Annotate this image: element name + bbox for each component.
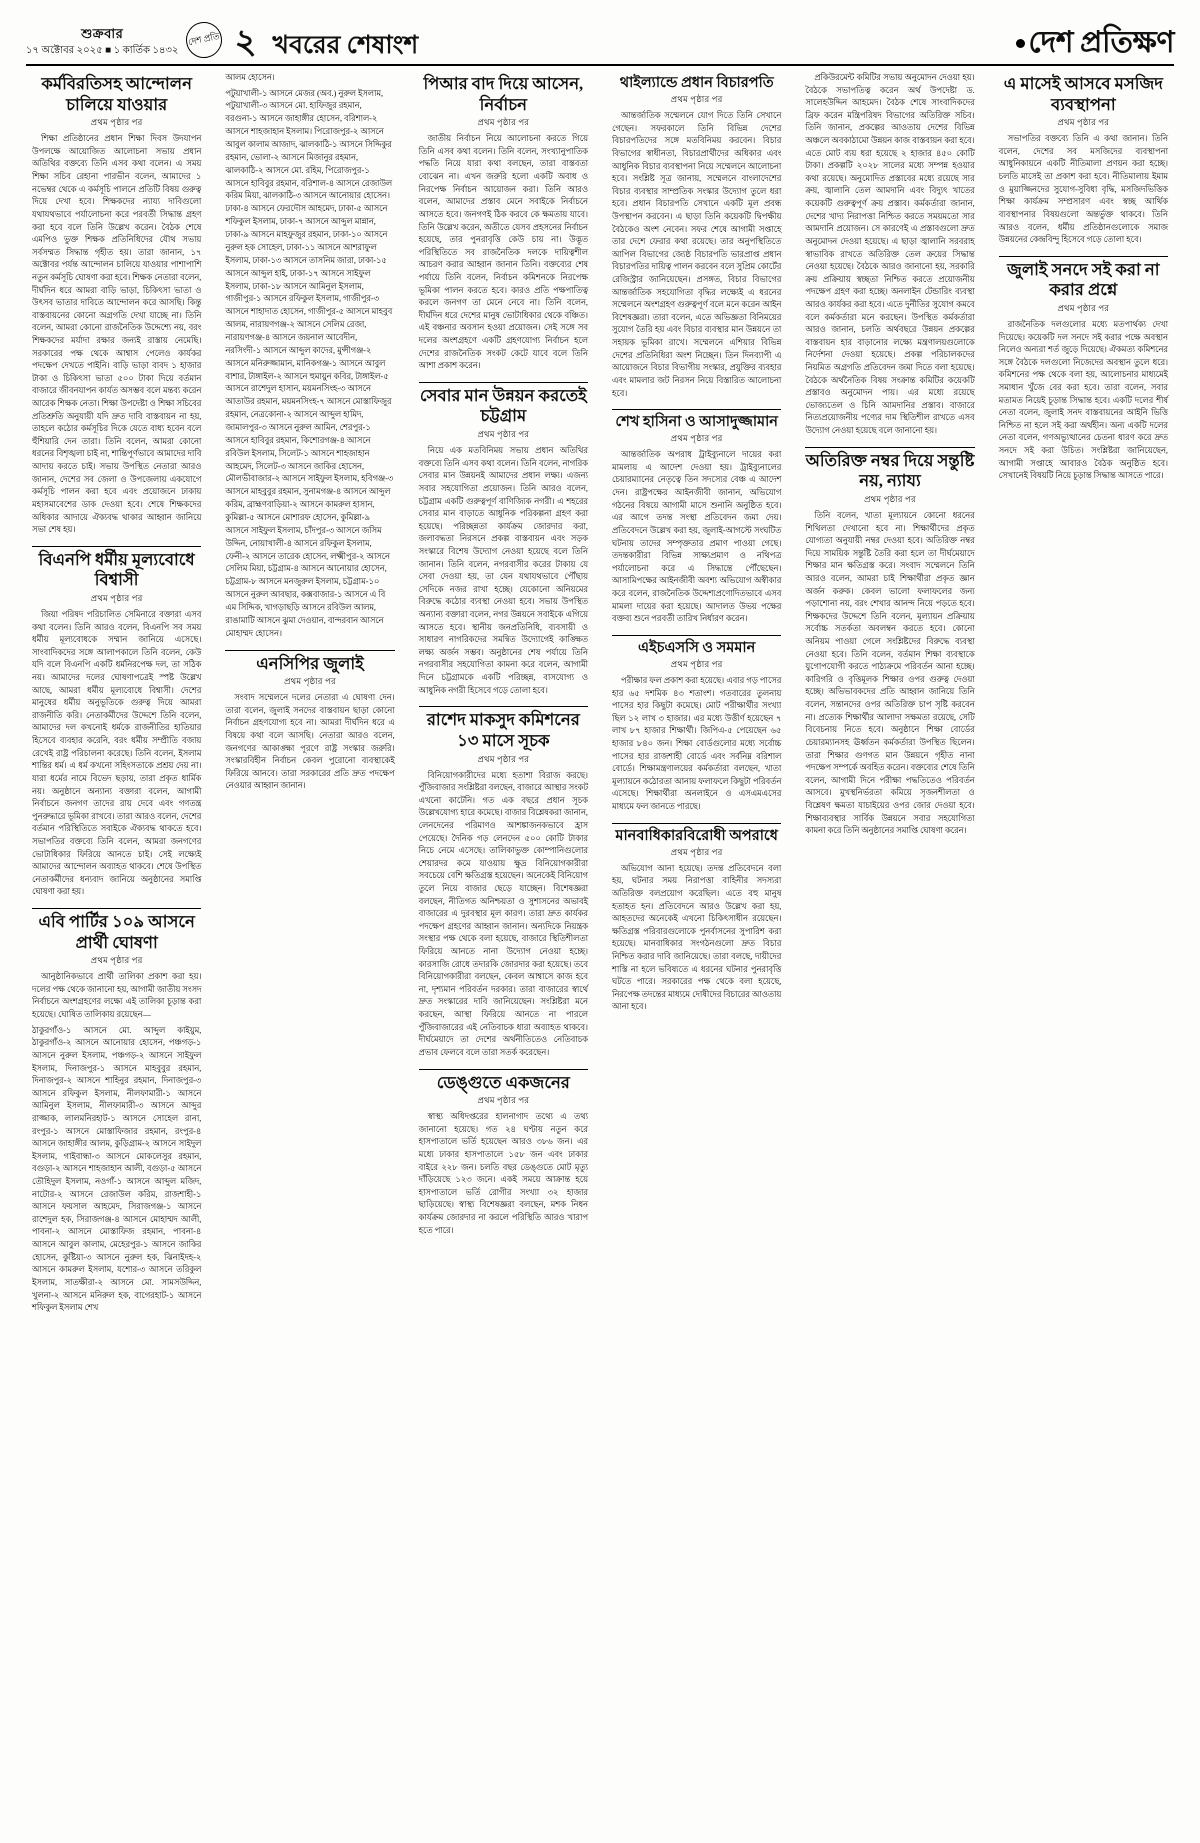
- column-5: [799, 72, 980, 1812]
- headline: এবি পার্টির ১০৯ আসনে প্রার্থী ঘোষণা: [38, 912, 195, 952]
- article-hsc-result: [612, 635, 781, 814]
- article-body: [999, 133, 1168, 246]
- headline: এ মাসেই আসবে মসজিদ ব্যবস্থাপনা: [1003, 74, 1163, 114]
- newspaper-logo: [1016, 28, 1174, 60]
- article-body: [805, 72, 974, 438]
- article-hasina-asaduzzaman: [612, 409, 781, 626]
- headline: সেবার মান উন্নয়ন করতেই চট্টগ্রাম: [419, 385, 587, 426]
- article-human-rights-crime: [612, 823, 781, 1014]
- column-1: [26, 72, 207, 1812]
- masthead-seal-text: দেশ প্রতি: [187, 31, 221, 48]
- masthead-date: ১৭ অক্টোবর ২০২৫ ■ ১ কার্তিক ১৪৩২: [26, 45, 179, 56]
- byline: প্রথম পৃষ্ঠার পর: [864, 493, 916, 504]
- headline: এনসিপির জুলাই: [256, 653, 364, 673]
- article-bnp-religion: [32, 546, 201, 899]
- article-pr-election: [419, 74, 588, 373]
- byline: প্রথম পৃষ্ঠার পর: [670, 658, 723, 669]
- article-body: [419, 1111, 588, 1237]
- headline: বিএনপি ধর্মীয় মূল্যবোধে বিশ্বাসী: [38, 549, 195, 590]
- column-3: [413, 72, 594, 1812]
- paragraph: পরীক্ষার ফল প্রকাশ করা হয়েছে। এবার গড় পাসের হার ৬৫ দশমিক ৪৩ শতাংশ। গতবারের তুলনায় পাসের হার কিছুটা কমেছে। মোট পরীক্ষার্থীর সংখ্যা ছিল ১২ লাখ ৩ হাজার। এর মধ্যে উত্তীর্ণ হয়েছেন ৭ লাখ ৮৭ হাজার শিক্ষার্থী। জিপিএ-৫ পেয়েছেন ৬৫ হাজার ৮৪০ জন। শিক্ষা বোর্ডগুলোর মধ্যে সর্বোচ্চ পাসের হার রাজশাহী বোর্ডে এবং সর্বনিম্ন বরিশাল বোর্ডে। শিক্ষামন্ত্রণালয়ের কর্মকর্তারা বলছেন, খাতা মূল্যায়নে কঠোরতা আনায় ফলাফলে কিছুটা পরিবর্তন এসেছে। শিক্ষার্থীরা অনলাইনে ও এসএমএসের মাধ্যমে ফল জানতে পারছে।: [611, 675, 782, 812]
- divider: [419, 706, 588, 707]
- byline: প্রথম পৃষ্ঠার পর: [90, 117, 143, 128]
- paragraph: প্রকিউরমেন্ট কমিটির সভায় অনুমোদন দেওয়া হয়। বৈঠকে সভাপতিত্ব করেন অর্থ উপদেষ্টা ড. সালেহউদ্দিন আহমেদ। বৈঠক শেষে সাংবাদিকদের ব্রিফ করেন মন্ত্রিপরিষদ বিভাগের অতিরিক্ত সচিব। তিনি জানান, প্রকল্পের আওতায় দেশের বিভিন্ন অঞ্চলে অবকাঠামো উন্নয়ন কাজ বাস্তবায়ন করা হবে। এতে মোট ব্যয় ধরা হয়েছে ২ হাজার ৪৫০ কোটি টাকা। প্রকল্পটি ২০২৮ সালের মধ্যে সম্পন্ন হওয়ার কথা রয়েছে। অনুমোদিত প্রস্তাবের মধ্যে রয়েছে সার ক্রয়, জ্বালানি তেল আমদানি এবং বিদ্যুৎ খাতের কয়েকটি গুরুত্বপূর্ণ ক্রয় প্রস্তাব। কর্মকর্তারা জানান, দেশের খাদ্য নিরাপত্তা নিশ্চিত করতে সময়মতো সার আমদানি প্রয়োজন। সে কারণেই এ প্রস্তাবগুলো দ্রুত অনুমোদন দেওয়া হয়েছে। এ ছাড়া জ্বালানি সরবরাহ স্বাভাবিক রাখতে অতিরিক্ত তেল ক্রয়ের সিদ্ধান্ত নেওয়া হয়েছে। বৈঠকে আরও জানানো হয়, সরকারি ক্রয় প্রক্রিয়ায় স্বচ্ছতা নিশ্চিত করতে প্রয়োজনীয় পদক্ষেপ গ্রহণ করা হচ্ছে। অনলাইন টেন্ডারিং ব্যবস্থা আরও কার্যকর করা হবে। এতে দুর্নীতির সুযোগ কমবে বলে কর্মকর্তারা মনে করছেন। উপস্থিত কর্মকর্তারা আরও জানান, চলতি অর্থবছরে উন্নয়ন প্রকল্পের বাস্তবায়ন হার বাড়ানোর লক্ষ্যে মন্ত্রণালয়গুলোকে নির্দেশনা দেওয়া হয়েছে। প্রকল্প পরিচালকদের নিয়মিত অগ্রগতি প্রতিবেদন জমা দিতে বলা হয়েছে। বৈঠকে অর্থনৈতিক বিষয় সংক্রান্ত কমিটির কয়েকটি প্রস্তাবও অনুমোদন পায়। এর মধ্যে রয়েছে ভোজ্যতেল ও চিনি আমদানির প্রস্তাব। বাজারে নিত্যপ্রয়োজনীয় পণ্যের দাম স্থিতিশীল রাখতে এসব উদ্যোগ নেওয়া হয়েছে বলে জানানো হয়।: [805, 73, 975, 436]
- byline: প্রথম পৃষ্ঠার পর: [670, 433, 723, 444]
- article-body: [612, 863, 781, 1014]
- headline: অতিরিক্ত নম্বর দিয়ে সন্তুষ্টি নয়, ন্যায্য: [805, 450, 975, 491]
- article-rashed-maksud: [419, 706, 588, 1059]
- headline: ডেঙ্গুতে একজনের: [436, 1072, 570, 1092]
- masthead-left: [26, 22, 418, 60]
- article-dengue: [419, 1069, 588, 1238]
- headline: জুলাই সনদে সই করা না করার প্রশ্নে: [1007, 259, 1160, 300]
- article-body: [225, 72, 394, 85]
- column-4: [606, 72, 787, 1812]
- divider: [612, 409, 781, 410]
- article-ab-party-candidates: [32, 908, 201, 1315]
- byline: প্রথম পৃষ্ঠার পর: [477, 429, 530, 440]
- article-body: [419, 770, 588, 1060]
- candidate-list-continued: [225, 88, 394, 641]
- headline: রাশেদ মাকসুদ কমিশনের ১৩ মাসে সূচক: [426, 710, 580, 750]
- column-6: [993, 72, 1174, 1812]
- article-body: [225, 692, 394, 793]
- paragraph: অভিযোগ আনা হয়েছে। তদন্ত প্রতিবেদনে বলা হয়, ঘটনার সময় নিরাপত্তা বাহিনীর সদস্যরা অতিরিক্ত বলপ্রয়োগ করেছিল। এতে বহু মানুষ হতাহত হন। প্রতিবেদনে আরও উল্লেখ করা হয়, আহতদের অনেকেই এখনো চিকিৎসাধীন রয়েছেন। ক্ষতিগ্রস্ত পরিবারগুলোকে পুনর্বাসনের সুপারিশ করা হয়েছে। মানবাধিকার সংগঠনগুলো দ্রুত বিচার নিশ্চিত করার দাবি জানিয়েছে। তারা বলছে, দায়ীদের শাস্তি না হলে ভবিষ্যতে এ ধরনের ঘটনার পুনরাবৃত্তি ঘটতে পারে। সরকারের পক্ষ থেকে বলা হয়েছে, নিরপেক্ষ তদন্তের মাধ্যমে দোষীদের বিচারের আওতায় আনা হবে।: [611, 863, 782, 1012]
- paragraph: জিয়া পরিষদ পরিচালিত সেমিনারে বক্তারা এসব কথা বলেন। তিনি আরও বলেন, বিএনপি সব সময় ধর্মীয় মূল্যবোধকে সম্মান জানিয়ে এসেছে। সাংবাদিকদের সঙ্গে আলাপকালে তিনি বলেন, কেউ যদি বলে বিএনপি একটি ধর্মনিরপেক্ষ দল, তা সঠিক নয়। আমাদের দলের ঘোষণাপত্রেই স্পষ্ট উল্লেখ আছে, আমরা ধর্মীয় মূল্যবোধে বিশ্বাসী। দেশের মানুষের ধর্মীয় অনুভূতিকে গুরুত্ব দিয়ে আমরা রাজনীতি করি। নেতাকর্মীদের উদ্দেশে তিনি বলেন, আমাদের দল কখনোই ধর্মকে রাজনীতির হাতিয়ার হিসেবে ব্যবহার করেনি, বরং ধর্মীয় সম্প্রীতি বজায় রেখেই রাষ্ট্র পরিচালনা করেছে। তিনি বলেন, ইসলাম শান্তির ধর্ম। এ ধর্ম কখনো সহিংসতাকে প্রশ্রয় দেয় না। যারা ধর্মের নামে বিভেদ ছড়ায়, তারা প্রকৃত ধার্মিক নয়। অনুষ্ঠানে অন্যান্য বক্তারা বলেন, আগামী নির্বাচনে জনগণ তাদের রায় দেবে এবং গণতন্ত্র পুনরুদ্ধারে ভূমিকা রাখবে। তারা আরও বলেন, দেশের বর্তমান পরিস্থিতিতে সবাইকে ঐক্যবদ্ধ থাকতে হবে। সভাপতির বক্তব্যে তিনি বলেন, আমরা জনগণের ভোটাধিকার ফিরিয়ে আনতে চাই। সেই লক্ষ্যেই আমাদের আন্দোলন অব্যাহত থাকবে। শেষে উপস্থিত নেতাকর্মীদের ধন্যবাদ জানিয়ে অনুষ্ঠানের সমাপ্তি ঘোষণা করা হয়।: [32, 610, 202, 897]
- masthead-seal-icon: [183, 19, 226, 62]
- masthead: [26, 22, 1174, 66]
- paragraph: আলম হোসেন।: [225, 73, 275, 82]
- article-mosque-management: [999, 74, 1168, 247]
- divider: [419, 1069, 588, 1070]
- page-number: ২: [234, 24, 257, 61]
- divider: [32, 908, 201, 909]
- article-body: [32, 133, 201, 537]
- paragraph: আন্তর্জাতিক সম্মেলনে যোগ দিতে তিনি সেখানে গেছেন। সফরকালে তিনি বিভিন্ন দেশের বিচারপতিদের সঙ্গে মতবিনিময় করবেন। বিচার বিভাগের স্বাধীনতা, বিচারপ্রার্থীদের অধিকার এবং আধুনিক বিচার ব্যবস্থাপনা নিয়ে সম্মেলনে আলোচনা হবে। সংশ্লিষ্ট সূত্র জানায়, সম্মেলনে বাংলাদেশের বিচার ব্যবস্থার সাম্প্রতিক সংস্কার উদ্যোগ তুলে ধরা হবে। প্রধান বিচারপতি সেখানে একটি মূল প্রবন্ধ উপস্থাপন করবেন। এ ছাড়া তিনি কয়েকটি দ্বিপক্ষীয় বৈঠকেও অংশ নেবেন। সফর শেষে আগামী সপ্তাহে তার দেশে ফেরার কথা রয়েছে। তার অনুপস্থিতিতে আপিল বিভাগের জ্যেষ্ঠ বিচারপতি ভারপ্রাপ্ত প্রধান বিচারপতির দায়িত্ব পালন করবেন বলে সুপ্রিম কোর্টের রেজিস্ট্রার জানিয়েছেন। প্রসঙ্গত, বিচার বিভাগের আন্তর্জাতিক সহযোগিতা বৃদ্ধির লক্ষ্যেই এ ধরনের সম্মেলনে অংশগ্রহণ গুরুত্বপূর্ণ বলে মনে করেন আইন বিশেষজ্ঞরা। তারা বলেন, এতে অভিজ্ঞতা বিনিময়ের সুযোগ তৈরি হয় এবং বিচার ব্যবস্থার মান উন্নয়নে তা সহায়ক ভূমিকা রাখে। সম্মেলনে এশিয়ার বিভিন্ন দেশের প্রতিনিধিরা অংশ নিচ্ছেন। তিন দিনব্যাপী এ আয়োজনে বিচার বিভাগীয় সংস্কার, প্রযুক্তির ব্যবহার এবং মামলার জট নিরসন নিয়ে বিস্তারিত আলোচনা হবে।: [611, 111, 782, 398]
- article-body: [612, 675, 781, 814]
- divider: [612, 823, 781, 824]
- article-body: [612, 449, 781, 626]
- article-thailand-chief-justice: [612, 74, 781, 400]
- byline: প্রথম পৃষ্ঠার পর: [477, 117, 530, 128]
- article-body: [805, 510, 974, 838]
- byline: প্রথম পৃষ্ঠার পর: [90, 593, 143, 603]
- article-body: [999, 319, 1168, 483]
- paragraph: নিয়ে এক মতবিনিময় সভায় প্রধান অতিথির বক্তব্যে তিনি এসব কথা বলেন। তিনি বলেন, নাগরিক সেবার মান উন্নয়নই আমাদের প্রধান লক্ষ্য। এজন্য সবার সহযোগিতা প্রয়োজন। তিনি আরও বলেন, চট্টগ্রাম একটি গুরুত্বপূর্ণ বাণিজ্যিক নগরী। এ শহরের সেবার মান বাড়াতে আধুনিক পরিকল্পনা গ্রহণ করা হয়েছে। পরিচ্ছন্নতা কার্যক্রম জোরদার করা, জলাবদ্ধতা নিরসনে প্রকল্প বাস্তবায়ন এবং সড়ক সংস্কারে বিশেষ উদ্যোগ নেওয়া হয়েছে বলে তিনি জানান। তিনি বলেন, নগরবাসীর করের টাকায় যে সেবা দেওয়া হয়, তা যেন যথাযথভাবে পৌঁছায় সেদিকে নজর রাখা হচ্ছে। যেকোনো অনিয়মের বিরুদ্ধে কঠোর ব্যবস্থা নেওয়া হবে। সভায় উপস্থিত অন্যান্য বক্তারা বলেন, নগর উন্নয়নে সবাইকে এগিয়ে আসতে হবে। স্থানীয় জনপ্রতিনিধি, ব্যবসায়ী ও সাধারণ নাগরিকদের সমন্বিত উদ্যোগেই কাঙ্ক্ষিত লক্ষ্য অর্জন সম্ভব। অনুষ্ঠানের শেষ পর্যায়ে তিনি নগরবাসীর সহযোগিতা কামনা করে বলেন, আগামী দিনে চট্টগ্রামকে একটি পরিচ্ছন্ন, বাসযোগ্য ও আধুনিক নগরী হিসেবে গড়ে তোলা হবে।: [418, 446, 588, 695]
- byline: প্রথম পৃষ্ঠার পর: [1057, 302, 1110, 313]
- article-extra-marks: [805, 447, 974, 838]
- column-2: [219, 72, 400, 1812]
- divider: [805, 447, 974, 448]
- article-body: [32, 971, 201, 1314]
- candidate-list: ঠাকুরগাঁও-১ আসনে মো. আব্দুল কাইয়ুম, ঠাকুরগাঁও-২ আসনে আনোয়ার হোসেন, পঞ্চগড়-১ আসনে নুরুল ইসলাম, পঞ্চগড়-২ আসনে সাইফুল ইসলাম, দিনাজপুর-১ আসনে মাহবুবুর রহমান, দিনাজপুর-২ আসনে শাহিনুর রহমান, দিনাজপুর-৩ আসনে রফিকুল ইসলাম, নীলফামারী-১ আসনে আমিনুল ইসলাম, নীলফামারী-৩ আসনে আব্দুর রাজ্জাক, লালমনিরহাট-১ আসনে সোহেল রানা, রংপুর-১ আসনে মোস্তাফিজার রহমান, রংপুর-৪ আসনে জাহাঙ্গীর আলম, কুড়িগ্রাম-২ আসনে সাইদুল ইসলাম, গাইবান্ধা-৩ আসনে মোকলেসুর রহমান, বগুড়া-২ আসনে শাহজাহান আলী, বগুড়া-৫ আসনে তৌহিদুল ইসলাম, নওগাঁ-১ আসনে আব্দুল মজিদ, নাটোর-২ আসনে রেজাউল করিম, রাজশাহী-১ আসনে ফয়সাল আহমেদ, সিরাজগঞ্জ-১ আসনে রাশেদুল হক, সিরাজগঞ্জ-৪ আসনে মোহাম্মদ আলী, পাবনা-২ আসনে মোস্তাফিজ রহমান, পাবনা-৪ আসনে আবুল কালাম, মেহেরপুর-১ আসনে জাকির হোসেন, কুষ্টিয়া-৩ আসনে নুরুল হক, ঝিনাইদহ-২ আসনে কামরুল ইসলাম, যশোর-৩ আসনে তরিকুল ইসলাম, সাতক্ষীরা-২ আসনে মো. সামসউদ্দিন, খুলনা-২ আসনে মনিরুল হক, বাগেরহাট-১ আসনে শফিকুল ইসলাম শেখ: [32, 1025, 202, 1313]
- paragraph: বিনিয়োগকারীদের মধ্যে হতাশা বিরাজ করছে। পুঁজিবাজার সংশ্লিষ্টরা বলছেন, বাজারে আস্থার সংকট এখনো কাটেনি। গত এক বছরে প্রধান সূচক উল্লেখযোগ্য হারে কমেছে। বাজার বিশ্লেষকরা জানান, লেনদেনের পরিমাণও আশঙ্কাজনকভাবে হ্রাস পেয়েছে। দৈনিক গড় লেনদেন ৫০০ কোটি টাকার নিচে নেমে এসেছে। তালিকাভুক্ত কোম্পানিগুলোর শেয়ারদর কমে যাওয়ায় ক্ষুদ্র বিনিয়োগকারীরা সবচেয়ে বেশি ক্ষতিগ্রস্ত হয়েছেন। অনেকেই বিনিয়োগ তুলে নিয়ে বাজার ছেড়ে যাচ্ছেন। বিশেষজ্ঞরা বলছেন, নীতিগত অনিশ্চয়তা ও সুশাসনের অভাবই বাজারের এ দুরবস্থার মূল কারণ। তারা দ্রুত কার্যকর পদক্ষেপ গ্রহণের আহ্বান জানান। অন্যদিকে নিয়ন্ত্রক সংস্থার পক্ষ থেকে বলা হয়েছে, বাজারে স্থিতিশীলতা ফিরিয়ে আনতে নানা উদ্যোগ নেওয়া হচ্ছে। কারসাজি রোধে তদারকি জোরদার করা হয়েছে। তবে বিনিয়োগকারীরা বলছেন, কেবল আশ্বাসে কাজ হবে না, দৃশ্যমান পরিবর্তন দরকার। তারা বাজারের স্বার্থে দ্রুত সংস্কারের দাবি জানিয়েছেন। সংশ্লিষ্টরা মনে করছেন, আস্থা ফিরিয়ে আনতে না পারলে পুঁজিবাজারের এই নেতিবাচক ধারা অব্যাহত থাকবে। দীর্ঘমেয়াদে তা দেশের অর্থনীতিতেও নেতিবাচক প্রভাব ফেলবে বলে তারা সতর্ক করেছেন।: [418, 770, 588, 1057]
- article-body: [612, 110, 781, 400]
- article-body: [419, 133, 588, 373]
- article-procurement-continued: [805, 72, 974, 438]
- headline: এইচএসসি ও সমমান: [638, 639, 756, 656]
- list-item: পটুয়াখালী-১ আসনে মেজর (অব.) নুরুল ইসলাম, পটুয়াখালী-৩ আসনে মো. হাফিজুর রহমান, বরগুনা-১ আসনে জাহাঙ্গীর হোসেন, বরিশাল-২ আসনে শাহজাহান ইসলাম। পিরোজপুর-২ আসনে আবুল কালাম আজাদ, ঝালকাঠি-১ আসনে সিদ্দিকুর রহমান, ভোলা-২ আসনে মিজানুর রহমান, ঝালকাঠি-২ আসনে মো. রহিম, পিরোজপুর-১ আসনে হাবিবুর রহমান, বরিশাল-৪ আসনে রেজাউল করিম মিয়া, ঝালকাঠি-৩ আসনে আনোয়ার হোসেন। ঢাকা-৪ আসনে ফেরদৌস আহমেদ, ঢাকা-৫ আসনে শফিকুল ইসলাম, ঢাকা-৭ আসনে আব্দুল মান্নান, ঢাকা-৯ আসনে মাহফুজুর রহমান, ঢাকা-১০ আসনে নুরুল হক সোহেল, ঢাকা-১১ আসনে আশরাফুল ইসলাম, ঢাকা-১৩ আসনে তাসনিম জারা, ঢাকা-১৫ আসনে আব্দুল হাই, ঢাকা-১৭ আসনে সাইফুল ইসলাম, ঢাকা-১৮ আসনে আমিনুল ইসলাম, গাজীপুর-১ আসনে রফিকুল ইসলাম, গাজীপুর-৩ আসনে শাহাদাত হোসেন, গাজীপুর-৫ আসনে মাহবুব আলম, নারায়ণগঞ্জ-২ আসনে সেলিম রেজা, নারায়ণগঞ্জ-৪ আসনে জয়নাল আবেদীন, নরসিংদী-১ আসনে আব্দুল কাদের, মুন্সীগঞ্জ-২ আসনে মনিরুজ্জামান, মানিকগঞ্জ-১ আসনে আবুল বাশার, টাঙ্গাইল-২ আসনে হুমায়ুন কবির, টাঙ্গাইল-৫ আসনে রাশেদুল হাসান, ময়মনসিংহ-৩ আসনে আতাউর রহমান, ময়মনসিংহ-৭ আসনে মোস্তাফিজুর রহমান, নেত্রকোনা-২ আসনে আব্দুল হামিদ, জামালপুর-৩ আসনে নুরুল আমিন, শেরপুর-১ আসনে হাবিবুর রহমান, কিশোরগঞ্জ-৪ আসনে রবিউল ইসলাম, সিলেট-১ আসনে শাহজাহান আহমেদ, সিলেট-৩ আসনে জাকির হোসেন, মৌলভীবাজার-২ আসনে সাইফুল ইসলাম, হবিগঞ্জ-৩ আসনে মাহবুবুর রহমান, সুনামগঞ্জ-৪ আসনে আব্দুল করিম, ব্রাহ্মণবাড়িয়া-২ আসনে কামরুল হাসান, কুমিল্লা-৫ আসনে মোশারফ হোসেন, কুমিল্লা-৯ আসনে সাইফুল ইসলাম, চাঁদপুর-৩ আসনে জসিম উদ্দিন, নোয়াখালী-৪ আসনে রফিকুল ইসলাম, ফেনী-২ আসনে তারেক হোসেন, লক্ষ্মীপুর-২ আসনে সেলিম মিয়া, চট্টগ্রাম-৪ আসনে আনোয়ার হোসেন, চট্টগ্রাম-৮ আসনে মনজুরুল ইসলাম, চট্টগ্রাম-১০ আসনে নুরুল আবছার, কক্সবাজার-১ আসনে এ বি এম সিদ্দিক, খাগড়াছড়ি আসনে রবিউল আলম, রাঙামাটি আসনে ঝুমা দেওয়ান, বান্দরবান আসনে মোহাম্মদ হোসেন।: [225, 88, 394, 638]
- paragraph: শিক্ষা প্রতিষ্ঠানের প্রধান শিক্ষা দিবস উদযাপন উপলক্ষে আয়োজিত আলোচনা সভায় প্রধান অতিথির বক্তব্যে তিনি এসব কথা বলেন। এ সময় শিক্ষা সচিব রেহানা পারভীন বলেন, আমাদের ১ নভেম্বর থেকে এ কর্মসূচি পালনে প্রতিটি বিষয় গুরুত্ব দিয়ে দেখা হবে। শিক্ষকদের ন্যায্য দাবিগুলো যথাযথভাবে পর্যালোচনা করে পরবর্তী সিদ্ধান্ত গ্রহণ করা হবে বলে তিনি উল্লেখ করেন। বৈঠক শেষে এমপিও ভুক্ত শিক্ষক প্রতিনিধিদের যৌথ সভায় সর্বসম্মত সিদ্ধান্ত গৃহীত হয়। তারা জানান, ১৭ অক্টোবর পর্যন্ত আন্দোলন চালিয়ে যাওয়ার পাশাপাশি নতুন কর্মসূচি ঘোষণা করা হবে। শিক্ষক নেতারা বলেন, দীর্ঘদিন ধরে আমরা বাড়ি ভাড়া, চিকিৎসা ভাতা ও উৎসব ভাতার দাবিতে আন্দোলন করে আসছি। কিন্তু বাস্তবায়নের কোনো অগ্রগতি দেখা যাচ্ছে না। তিনি বলেন, আমরা কোনো রাজনৈতিক উদ্দেশ্যে নয়, বরং শিক্ষকদের মর্যাদা রক্ষার জন্যই রাস্তায় নেমেছি। সরকারের পক্ষ থেকে আশ্বাস পেলেও কার্যকর পদক্ষেপ দেখতে পাইনি। বাড়ি ভাড়া বাবদ ১ হাজার টাকা ও চিকিৎসা ভাতা ৫০০ টাকা দিয়ে বর্তমান বাজারে জীবনযাপন কার্যত অসম্ভব বলে মন্তব্য করেন আরেক শিক্ষক নেতা। শিক্ষা উপদেষ্টা ও শিক্ষা সচিবের প্রতিশ্রুতি অনুযায়ী যদি দ্রুত দাবি বাস্তবায়ন না হয়, তাহলে কঠোর কর্মসূচির দিকে যেতে বাধ্য হবেন বলে হুঁশিয়ারি দেন তারা। তিনি বলেন, আমরা কোনো ধরনের বিশৃঙ্খলা চাই না, শান্তিপূর্ণভাবে আমাদের দাবি আদায় করতে চাই। সভায় উপস্থিত নেতারা আরও জানান, দেশের সব জেলা ও উপজেলায় একযোগে কর্মসূচি পালন করা হবে এবং প্রয়োজনে ঢাকায় মহাসমাবেশের ডাক দেওয়া হবে। শেষে শিক্ষকদের অধিকার আদায়ে ঐক্যবদ্ধ থাকার আহ্বান জানিয়ে সভা শেষ হয়।: [32, 134, 202, 535]
- byline: প্রথম পৃষ্ঠার পর: [477, 753, 530, 764]
- paragraph: সভাপতির বক্তব্যে তিনি এ কথা জানান। তিনি বলেন, দেশের সব মসজিদের ব্যবস্থাপনা আধুনিকায়নে একটি নীতিমালা প্রণয়ন করা হচ্ছে। চলতি মাসেই তা প্রকাশ করা হবে। নীতিমালায় ইমাম ও মুয়াজ্জিনদের সুযোগ-সুবিধা বৃদ্ধি, মসজিদভিত্তিক শিক্ষা কার্যক্রম সম্প্রসারণ এবং স্বচ্ছ আর্থিক ব্যবস্থাপনার বিষয়গুলো অন্তর্ভুক্ত থাকবে। তিনি আরও বলেন, ধর্মীয় প্রতিষ্ঠানগুলোকে সমাজ উন্নয়নের কেন্দ্রবিন্দু হিসেবে গড়ে তোলা হবে।: [998, 134, 1168, 245]
- logo-dot-icon: [1016, 39, 1025, 48]
- section-title: খবরের শেষাংশ: [272, 32, 419, 59]
- article-july-charter-signing: [999, 256, 1168, 483]
- article-body: [419, 445, 588, 697]
- article-chittagong-service: [419, 382, 588, 697]
- headline: পিআর বাদ দিয়ে আসেন, নির্বাচন: [423, 74, 584, 114]
- divider: [32, 546, 201, 547]
- byline: প্রথম পৃষ্ঠার পর: [284, 676, 336, 687]
- paragraph: আন্তর্জাতিক অপরাধ ট্রাইব্যুনালে দায়ের করা মামলায় এ আদেশ দেওয়া হয়। ট্রাইব্যুনালের চেয়ারম্যানের নেতৃত্বে তিন সদস্যের বেঞ্চ এ আদেশ দেন। রাষ্ট্রপক্ষের আইনজীবী জানান, অভিযোগ গঠনের বিষয়ে আগামী মাসে শুনানি অনুষ্ঠিত হবে। এর আগে তদন্ত সংস্থা প্রতিবেদন জমা দেয়। প্রতিবেদনে উল্লেখ করা হয়, জুলাই-আগস্টে সংঘটিত ঘটনায় তাদের সম্পৃক্ততার প্রমাণ পাওয়া গেছে। তদন্তকারীরা বিভিন্ন সাক্ষ্যপ্রমাণ ও নথিপত্র পর্যালোচনা করে এ সিদ্ধান্তে পৌঁছেছেন। আসামিপক্ষের আইনজীবী অবশ্য অভিযোগ অস্বীকার করে বলেন, রাজনৈতিক উদ্দেশ্যপ্রণোদিতভাবে এসব মামলা দায়ের করা হয়েছে। আদালত উভয় পক্ষের বক্তব্য শুনে পরবর্তী তারিখ নির্ধারণ করেন।: [611, 450, 782, 624]
- headline: কর্মবিরতিসহ আন্দোলন চালিয়ে যাওয়ার: [41, 74, 192, 114]
- paragraph: সংবাদ সম্মেলনে দলের নেতারা এ ঘোষণা দেন। তারা বলেন, জুলাই সনদের বাস্তবায়ন ছাড়া কোনো নির্বাচন গ্রহণযোগ্য হবে না। আমরা দীর্ঘদিন ধরে এ বিষয়ে কথা বলে আসছি। নেতারা আরও বলেন, জনগণের আকাঙ্ক্ষা পূরণে রাষ্ট্র সংস্কার জরুরি। সংস্কারবিহীন নির্বাচন কেবল পুরোনো ব্যবস্থাকেই ফিরিয়ে আনবে। তারা সরকারের প্রতি দ্রুত পদক্ষেপ নেওয়ার আহ্বান জানান।: [225, 693, 395, 791]
- paragraph: রাজনৈতিক দলগুলোর মধ্যে মতপার্থক্য দেখা দিয়েছে। কয়েকটি দল সনদে সই করার পক্ষে অবস্থান নিলেও অন্যরা শর্ত জুড়ে দিয়েছে। ঐকমত্য কমিশনের সঙ্গে বৈঠকে দলগুলো নিজেদের অবস্থান তুলে ধরে। কমিশনের পক্ষ থেকে বলা হয়, আলোচনার মাধ্যমেই সমাধান খুঁজে বের করা হবে। তারা বলেন, সবার মতামত নিয়েই চূড়ান্ত সিদ্ধান্ত হবে। একটি দলের শীর্ষ নেতা বলেন, জুলাই সনদ বাস্তবায়নের আইনি ভিত্তি নিশ্চিত না হলে সই করা অর্থহীন। অন্য একটি দলের নেতা বলেন, গণঅভ্যুত্থানের চেতনা ধারণ করে দ্রুত সনদে সই করা উচিত। সংশ্লিষ্টরা জানিয়েছেন, আগামী সপ্তাহে আবারও বৈঠক অনুষ্ঠিত হবে। সেখানেই বিষয়টি নিয়ে চূড়ান্ত সিদ্ধান্ত আসতে পারে।: [998, 319, 1168, 481]
- divider: [225, 650, 394, 651]
- headline: শেখ হাসিনা ও আসাদুজ্জামান: [615, 414, 778, 431]
- article-body: [32, 609, 201, 899]
- byline: প্রথম পৃষ্ঠার পর: [1057, 117, 1110, 128]
- headline: মানবাধিকারবিরোধী অপরাধে: [615, 827, 778, 844]
- logo-text: দেশ প্রতিক্ষণ: [1028, 26, 1174, 59]
- byline: প্রথম পৃষ্ঠার পর: [477, 1095, 530, 1106]
- byline: প্রথম পৃষ্ঠার পর: [670, 94, 723, 105]
- byline: প্রথম পৃষ্ঠার পর: [90, 955, 143, 966]
- byline: প্রথম পৃষ্ঠার পর: [670, 846, 723, 857]
- paragraph: আনুষ্ঠানিকভাবে প্রার্থী তালিকা প্রকাশ করা হয়। দলের পক্ষ থেকে জানানো হয়, আগামী জাতীয় সংসদ নির্বাচনে অংশগ্রহণের লক্ষ্যে এই তালিকা চূড়ান্ত করা হয়েছে। ঘোষিত তালিকায় রয়েছেন—: [32, 972, 202, 1020]
- masthead-day: শুক্রবার: [81, 25, 124, 41]
- article-candidate-list-continued: [225, 72, 394, 641]
- masthead-dateblock: [26, 24, 178, 61]
- paragraph: তিনি বলেন, খাতা মূল্যায়নে কোনো ধরনের শিথিলতা দেখানো হবে না। শিক্ষার্থীদের প্রকৃত যোগ্যতা অনুযায়ী নম্বর দেওয়া হবে। অতিরিক্ত নম্বর দিয়ে সাময়িক সন্তুষ্টি তৈরি করা হলে তা দীর্ঘমেয়াদে শিক্ষার মান ক্ষতিগ্রস্ত করে। সংবাদ সম্মেলনে তিনি আরও বলেন, আমরা চাই শিক্ষার্থীরা প্রকৃত জ্ঞান অর্জন করুক। কেবল ভালো ফলাফলের জন্য পড়াশোনা নয়, বরং শেখার আনন্দ নিয়ে পড়তে হবে। শিক্ষকদের উদ্দেশে তিনি বলেন, মূল্যায়ন প্রক্রিয়ায় সর্বোচ্চ সতর্কতা অবলম্বন করতে হবে। কোনো অনিয়ম পাওয়া গেলে সংশ্লিষ্টদের বিরুদ্ধে ব্যবস্থা নেওয়া হবে। তিনি বলেন, বর্তমান শিক্ষা ব্যবস্থাকে যুগোপযোগী করতে পাঠ্যক্রমে পরিবর্তন আনা হচ্ছে। কারিগরি ও বৃত্তিমূলক শিক্ষার ওপর গুরুত্ব দেওয়া হচ্ছে। অভিভাবকদের প্রতি আহ্বান জানিয়ে তিনি বলেন, সন্তানদের ওপর অতিরিক্ত চাপ সৃষ্টি করবেন না। প্রত্যেক শিক্ষার্থীর আলাদা সক্ষমতা রয়েছে, সেটি বিবেচনায় নিতে হবে। অনুষ্ঠানে শিক্ষা বোর্ডের চেয়ারম্যানসহ ঊর্ধ্বতন কর্মকর্তারা উপস্থিত ছিলেন। তারা শিক্ষার গুণগত মান উন্নয়নে গৃহীত নানা পদক্ষেপ সম্পর্কে অবহিত করেন। বক্তব্যের শেষে তিনি বলেন, আগামী দিনে পরীক্ষা পদ্ধতিতেও পরিবর্তন আসবে। মুখস্থনির্ভরতা কমিয়ে সৃজনশীলতা ও বিশ্লেষণ ক্ষমতা যাচাইয়ের ওপর জোর দেওয়া হবে। শিক্ষাব্যবস্থার সার্বিক উন্নয়নে সবার সহযোগিতা কামনা করে তিনি অনুষ্ঠানের সমাপ্তি ঘোষণা করেন।: [805, 510, 975, 836]
- paragraph: জাতীয় নির্বাচন নিয়ে আলোচনা করতে গিয়ে তিনি এসব কথা বলেন। তিনি বলেন, সংখ্যানুপাতিক পদ্ধতি নিয়ে যারা কথা বলছেন, তারা বাস্তবতা বোঝেন না। এখন জরুরি হলো একটি অবাধ ও নিরপেক্ষ নির্বাচন আয়োজন করা। তিনি আরও বলেন, আমাদের প্রস্তাব মেনে সবাইকে নির্বাচনে আসতে হবে। জনগণই ঠিক করবে কে ক্ষমতায় যাবে। তিনি উল্লেখ করেন, অতীতে যেসব প্রহসনের নির্বাচন হয়েছে, তার পুনরাবৃত্তি কেউ চায় না। উদ্ভূত পরিস্থিতিতে সব রাজনৈতিক দলকে দায়িত্বশীল আচরণ করার আহ্বান জানান তিনি। বক্তব্যের শেষ পর্যায়ে তিনি বলেন, নির্বাচন কমিশনকে নিরপেক্ষ ভূমিকা পালন করতে হবে। কারও প্রতি পক্ষপাতিত্ব করলে জনগণ তা মেনে নেবে না। তিনি বলেন, দীর্ঘদিন ধরে দেশের মানুষ ভোটাধিকার থেকে বঞ্চিত। এই বঞ্চনার অবসান হওয়া প্রয়োজন। সেই সঙ্গে সব দলের অংশগ্রহণে একটি গ্রহণযোগ্য নির্বাচন হলে দেশের রাজনৈতিক সংকট কেটে যাবে বলে তিনি আশা প্রকাশ করেন।: [418, 134, 588, 371]
- paragraph: স্বাস্থ্য অধিদপ্তরের হালনাগাদ তথ্যে এ তথ্য জানানো হয়েছে। গত ২৪ ঘণ্টায় নতুন করে হাসপাতালে ভর্তি হয়েছেন আরও ৩৮৬ জন। এর মধ্যে ঢাকার হাসপাতালে ১৫৮ জন এবং ঢাকার বাইরে ২২৮ জন। চলতি বছর ডেঙ্গুতে মোট মৃত্যু দাঁড়িয়েছে ১২৩ জনে। একই সময়ে আক্রান্ত হয়ে হাসপাতালে ভর্তি রোগীর সংখ্যা ৩২ হাজার ছাড়িয়েছে। স্বাস্থ্য বিশেষজ্ঞরা বলছেন, মশক নিধন কার্যক্রম জোরদার না করলে পরিস্থিতি আরও খারাপ হতে পারে।: [418, 1112, 588, 1235]
- headline: থাইল্যান্ডে প্রধান বিচারপতি: [619, 75, 774, 91]
- divider: [419, 382, 588, 383]
- article-ncp-july: [225, 650, 394, 794]
- column-grid: [26, 72, 1174, 1812]
- divider: [999, 256, 1168, 257]
- divider: [612, 635, 781, 636]
- article-workstoppage: [32, 74, 201, 537]
